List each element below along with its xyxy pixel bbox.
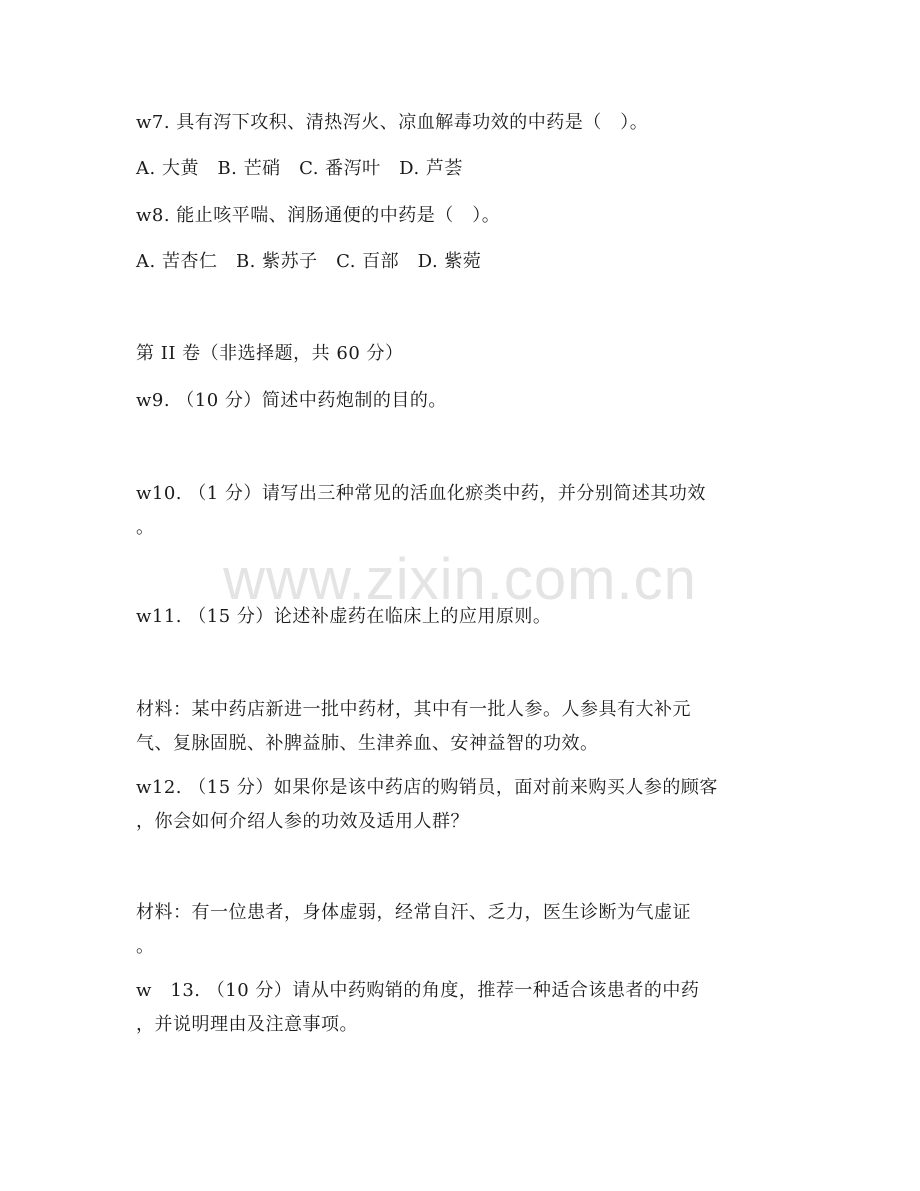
question-8-options: A. 苦杏仁 B. 紫苏子 C. 百部 D. 紫菀 (136, 251, 482, 272)
question-7-stem: w7. 具有泻下攻积、清热泻火、凉血解毒功效的中药是（ ）。 (136, 112, 649, 133)
question-11: w11. （15 分）论述补虚药在临床上的应用原则。 (136, 606, 552, 627)
question-10-line1: w10. （1 分）请写出三种常见的活血化瘀类中药，并分别简述其功效 (136, 483, 706, 504)
question-8-stem: w8. 能止咳平喘、润肠通便的中药是（ ）。 (136, 205, 501, 226)
material-1-line2: 气、复脉固脱、补脾益肺、生津养血、安神益智的功效。 (136, 733, 599, 754)
question-7-options: A. 大黄 B. 芒硝 C. 番泻叶 D. 芦荟 (136, 158, 463, 179)
question-9: w9. （10 分）简述中药炮制的目的。 (136, 390, 447, 411)
material-2-line1: 材料：有一位患者，身体虚弱，经常自汗、乏力，医生诊断为气虚证 (136, 902, 691, 923)
section-title: 第 II 卷（非选择题，共 60 分） (136, 343, 404, 364)
material-1-line1: 材料：某中药店新进一批中药材，其中有一批人参。人参具有大补元 (136, 699, 691, 720)
question-13-line1: w 13. （10 分）请从中药购销的角度，推荐一种适合该患者的中药 (136, 980, 700, 1001)
question-10-line2: 。 (136, 517, 155, 538)
question-12-line1: w12. （15 分）如果你是该中药店的购销员，面对前来购买人参的顾客 (136, 777, 718, 798)
material-2-line2: 。 (136, 936, 155, 957)
watermark: www.zixin.com.cn (223, 547, 697, 612)
question-13-line2: ，并说明理由及注意事项。 (136, 1014, 358, 1035)
question-12-line2: ，你会如何介绍人参的功效及适用人群？ (136, 811, 469, 832)
